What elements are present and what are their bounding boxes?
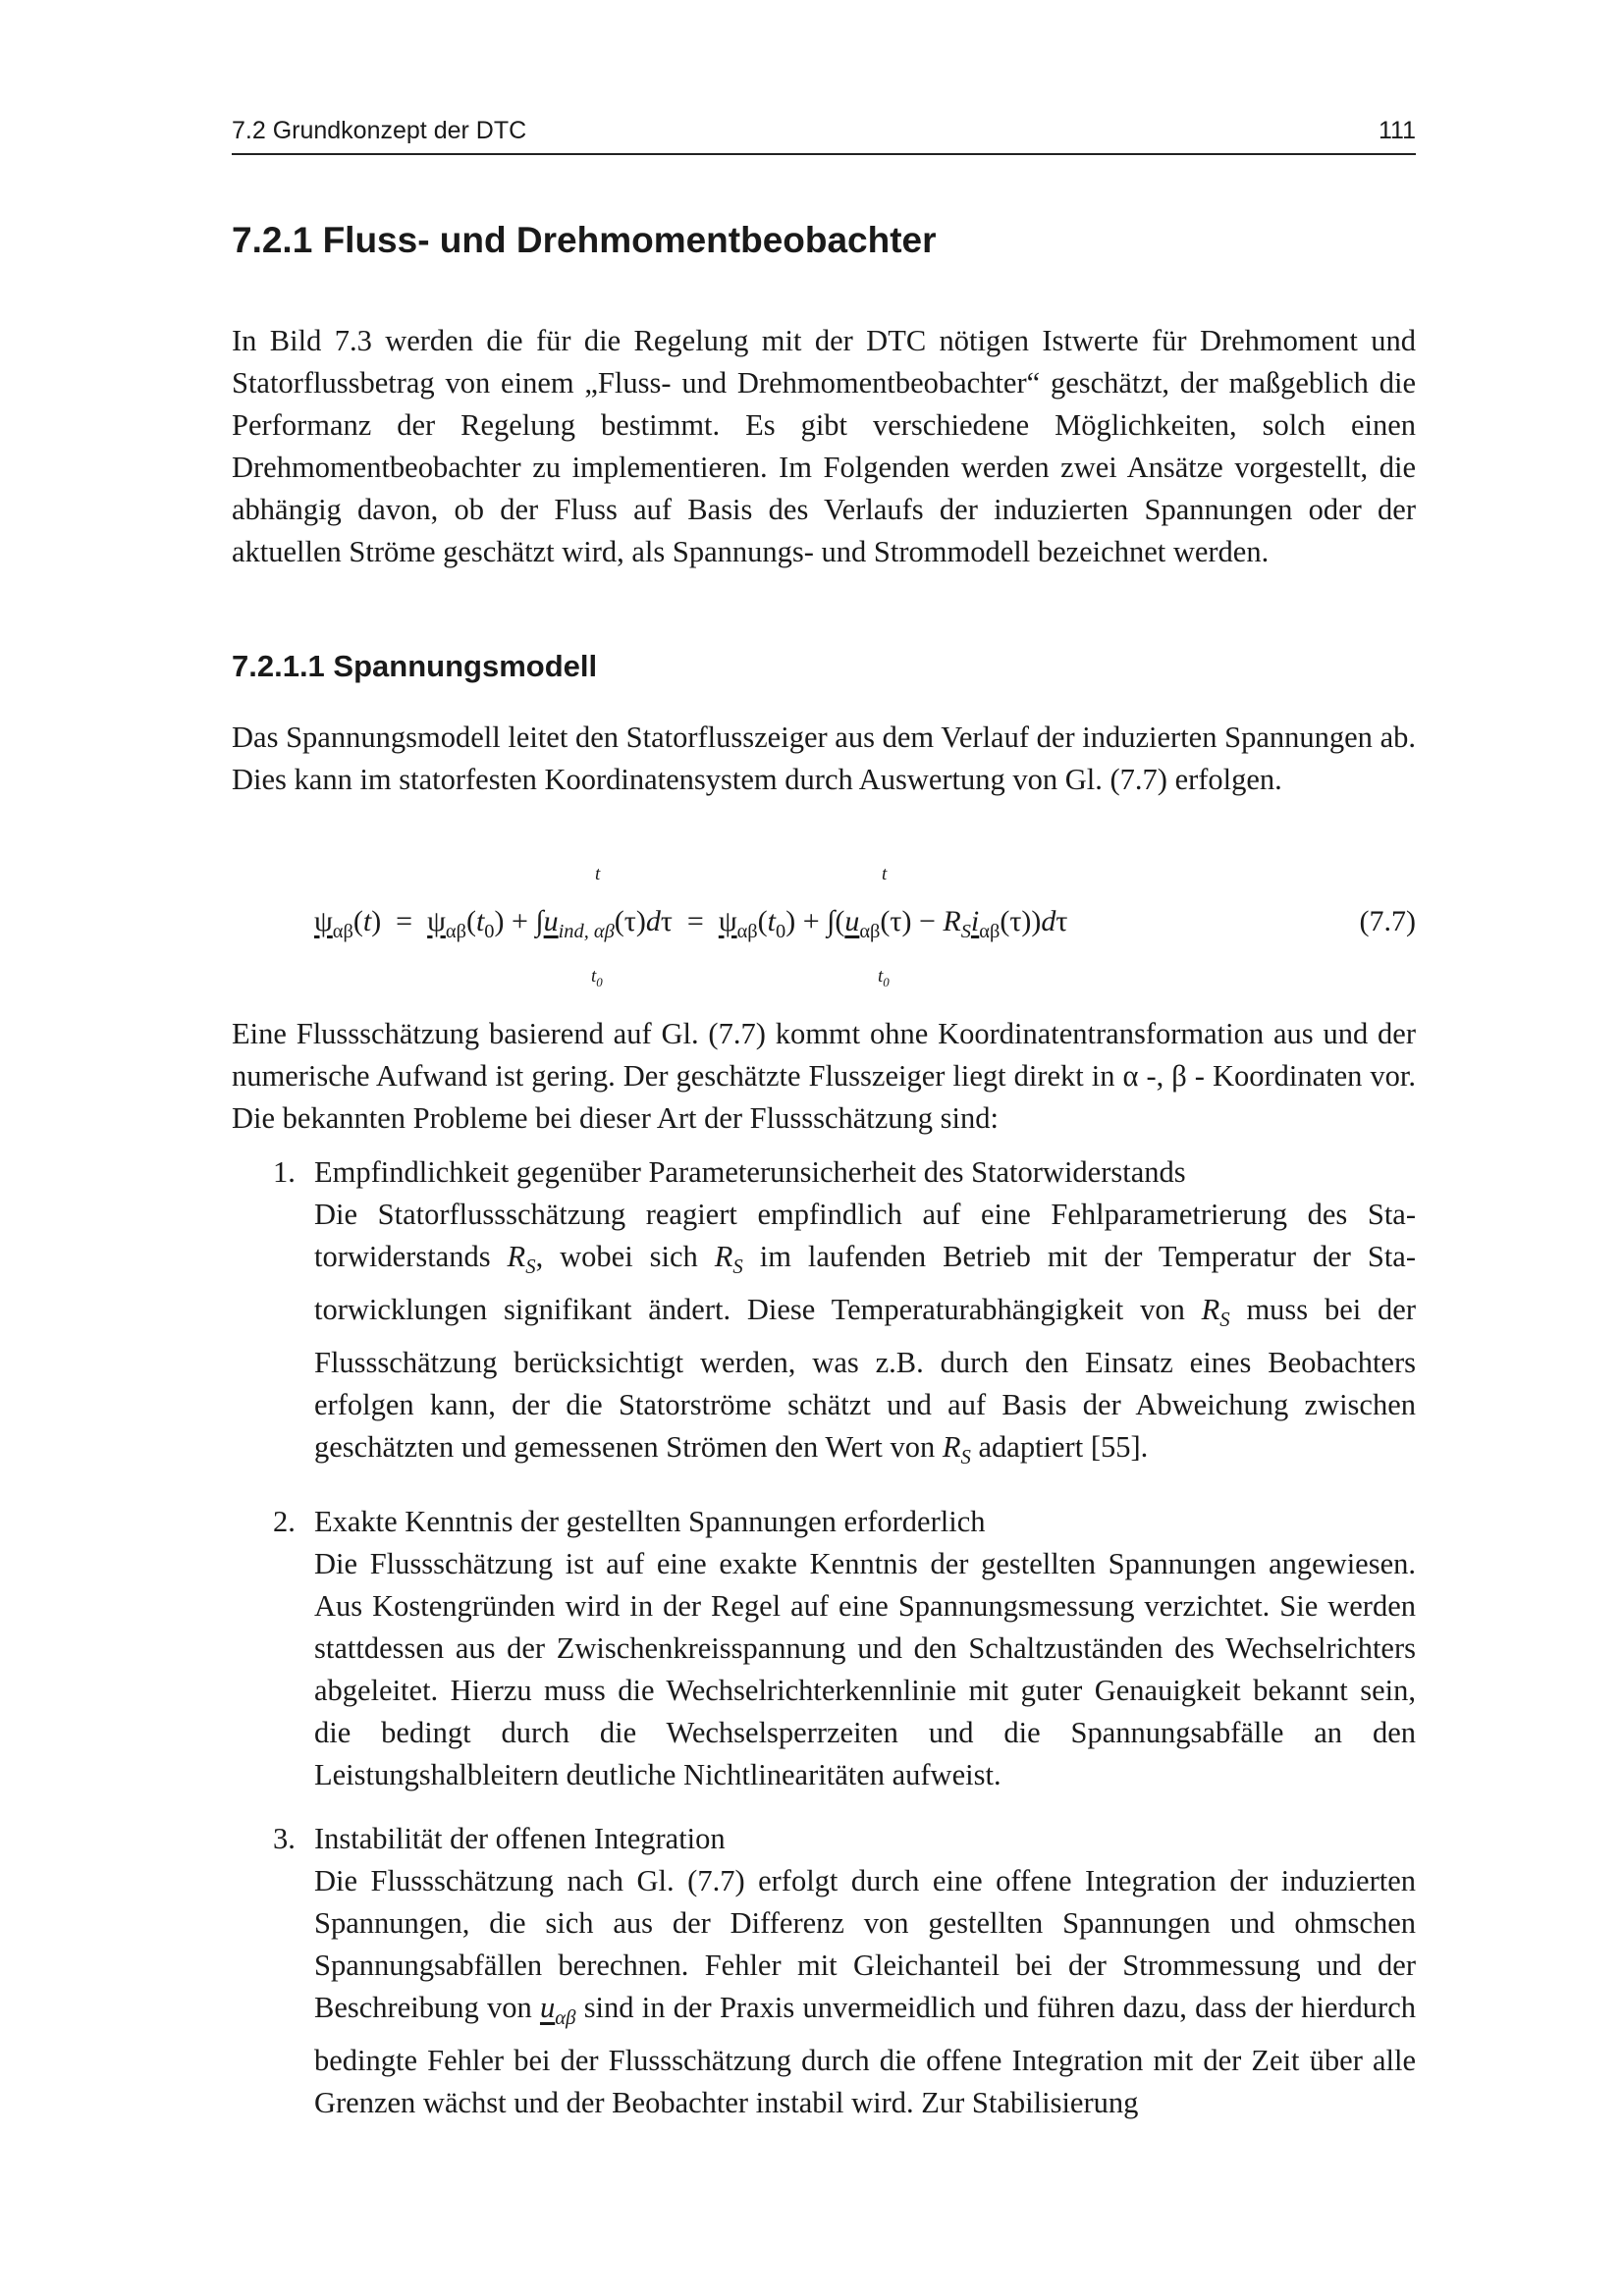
section-heading: 7.2.1 Fluss- und Drehmomentbeobachter [232, 220, 937, 260]
equation-number: (7.7) [1359, 905, 1416, 937]
running-head [232, 114, 1416, 155]
list-item-text: Die Statorflussschätzung reagiert empfindlich auf eine Fehlparametrierung des Statorwiderstands $R_S$, wobei sich $R_S$ im laufenden Betrieb mit der Temperatur der Statorwicklungen signifikant ändert. Diese Temperaturabhängigkeit von $R_S$ muss bei der Flussschätzung berücksichtigt werden, was z.B. durch den Einsatz eines Beobachters erfolgen kann, der die Statorströme schätzt und auf Basis der Abweichung zwischen geschätzten und gemessenen Strömen den Wert von $R_S$ adaptiert [55]. [314, 1198, 1417, 1469]
list-number: 1. [273, 1155, 296, 1189]
symbol-rs: $R_S$ [714, 1240, 743, 1279]
page-number: 111 [1378, 117, 1416, 144]
problem-list [232, 1151, 1416, 2124]
list-number: 3. [273, 1822, 296, 1856]
equation-body: $\psi_{\alpha\beta}(t) = \psi_{\alpha\beta}(t_0) + \int u_{ind, \alpha\beta}(\tau)d\tau = \psi_{\alpha\beta}(t_0) + \int(u_{\alpha\beta}(\tau) - R_Si_{\alpha\beta}(\tau))d\tau$ [314, 905, 1068, 942]
integral-sign: ∫ [535, 905, 544, 937]
running-title: 7.2 Grundkonzept der DTC [232, 117, 527, 144]
list-item [232, 1501, 1416, 1796]
list-item-heading: Instabilität der offenen Integration [314, 1822, 726, 1856]
integral-lower-limit-2: $t_0$ [878, 966, 890, 989]
paragraph-intro: In Bild 7.3 werden die für die Regelung mit der DTC nötigen Istwerte für Drehmoment und Statorflussbetrag von einem „Fluss- und Drehmomentbeobachter“ geschätzt, der maßgeblich die Performanz der Regelung bestimmt. Es gibt verschiedene Möglichkeiten, solch einen Drehmomentbeobachter zu implementieren. Im Folgenden werden zwei Ansätze vorgestellt, die abhängig davon, ob der Fluss auf Basis des Verlaufs der induzierten Spannungen oder der aktuellen Ströme geschätzt wird, als Spannungs- und Strommodell bezeichnet werden. [232, 324, 1416, 568]
list-item [232, 1151, 1416, 1479]
list-item-heading: Empfindlichkeit gegenüber Parameterunsicherheit des Statorwiderstands [314, 1155, 1186, 1189]
equation-7-7 [232, 864, 1416, 991]
paragraph-flussschaetzung: Eine Flussschätzung basierend auf Gl. (7.7) kommt ohne Koordinatentransformation aus und der numerische Aufwand ist gering. Der geschätzte Flusszeiger liegt direkt in α -, β - Koordinaten vor. Die bekannten Probleme bei dieser Art der Flussschätzung sind: [232, 1017, 1416, 1135]
list-item-text: Die Flussschätzung ist auf eine exakte Kenntnis der gestellten Spannungen angewiesen. Aus Kostengründen wird in der Regel auf eine Spannungsmessung verzichtet. Sie werden stattdessen aus der Zwischenkreisspannung und den Schaltzuständen des Wechselrichters abgeleitet. Hierzu muss die Wechselrichterkennlinie mit guter Genauigkeit bekannt sein, die bedingt durch die Wechselsperrzeiten und die Spannungsabfälle an den Leistungshalbleitern deutliche Nichtlinearitäten aufweist. [314, 1547, 1416, 1792]
list-item [232, 1818, 1416, 2124]
symbol-u-alpha-beta: $u_{\alpha\beta}$ [539, 1991, 576, 2030]
integral-sign: ∫ [827, 905, 836, 937]
integral-upper-limit-1: t [595, 864, 601, 884]
integral-upper-limit-2: t [882, 864, 888, 884]
list-number: 2. [273, 1505, 296, 1539]
symbol-rs: $R_S$ [942, 1430, 971, 1469]
list-item-heading: Exakte Kenntnis der gestellten Spannungen erforderlich [314, 1505, 986, 1539]
integral-lower-limit-1: $t_0$ [591, 966, 603, 989]
paragraph-spannungsmodell: Das Spannungsmodell leitet den Statorflusszeiger aus dem Verlauf der induzierten Spannungen ab. Dies kann im statorfesten Koordinatensystem durch Auswertung von Gl. (7.7) erfolgen. [232, 721, 1416, 796]
list-item-text: Die Flussschätzung nach Gl. (7.7) erfolgt durch eine offene Integration der induzierten Spannungen, die sich aus der Differenz von gestellten Spannungen und ohmschen Spannungsabfällen berechnen. Fehler mit Gleichanteil bei der Strommessung und der Beschreibung von $u_{\alpha\beta}$ sind in der Praxis unvermeidlich und führen dazu, dass der hierdurch bedingte Fehler bei der Flussschätzung durch die offene Integration mit der Zeit über alle Grenzen wächst und der Beobachter instabil wird. Zur Stabilisierung [314, 1864, 1416, 2120]
symbol-rs: $R_S$ [507, 1240, 536, 1279]
symbol-rs: $R_S$ [1201, 1293, 1230, 1332]
subsection-heading: 7.2.1.1 Spannungsmodell [232, 649, 598, 683]
